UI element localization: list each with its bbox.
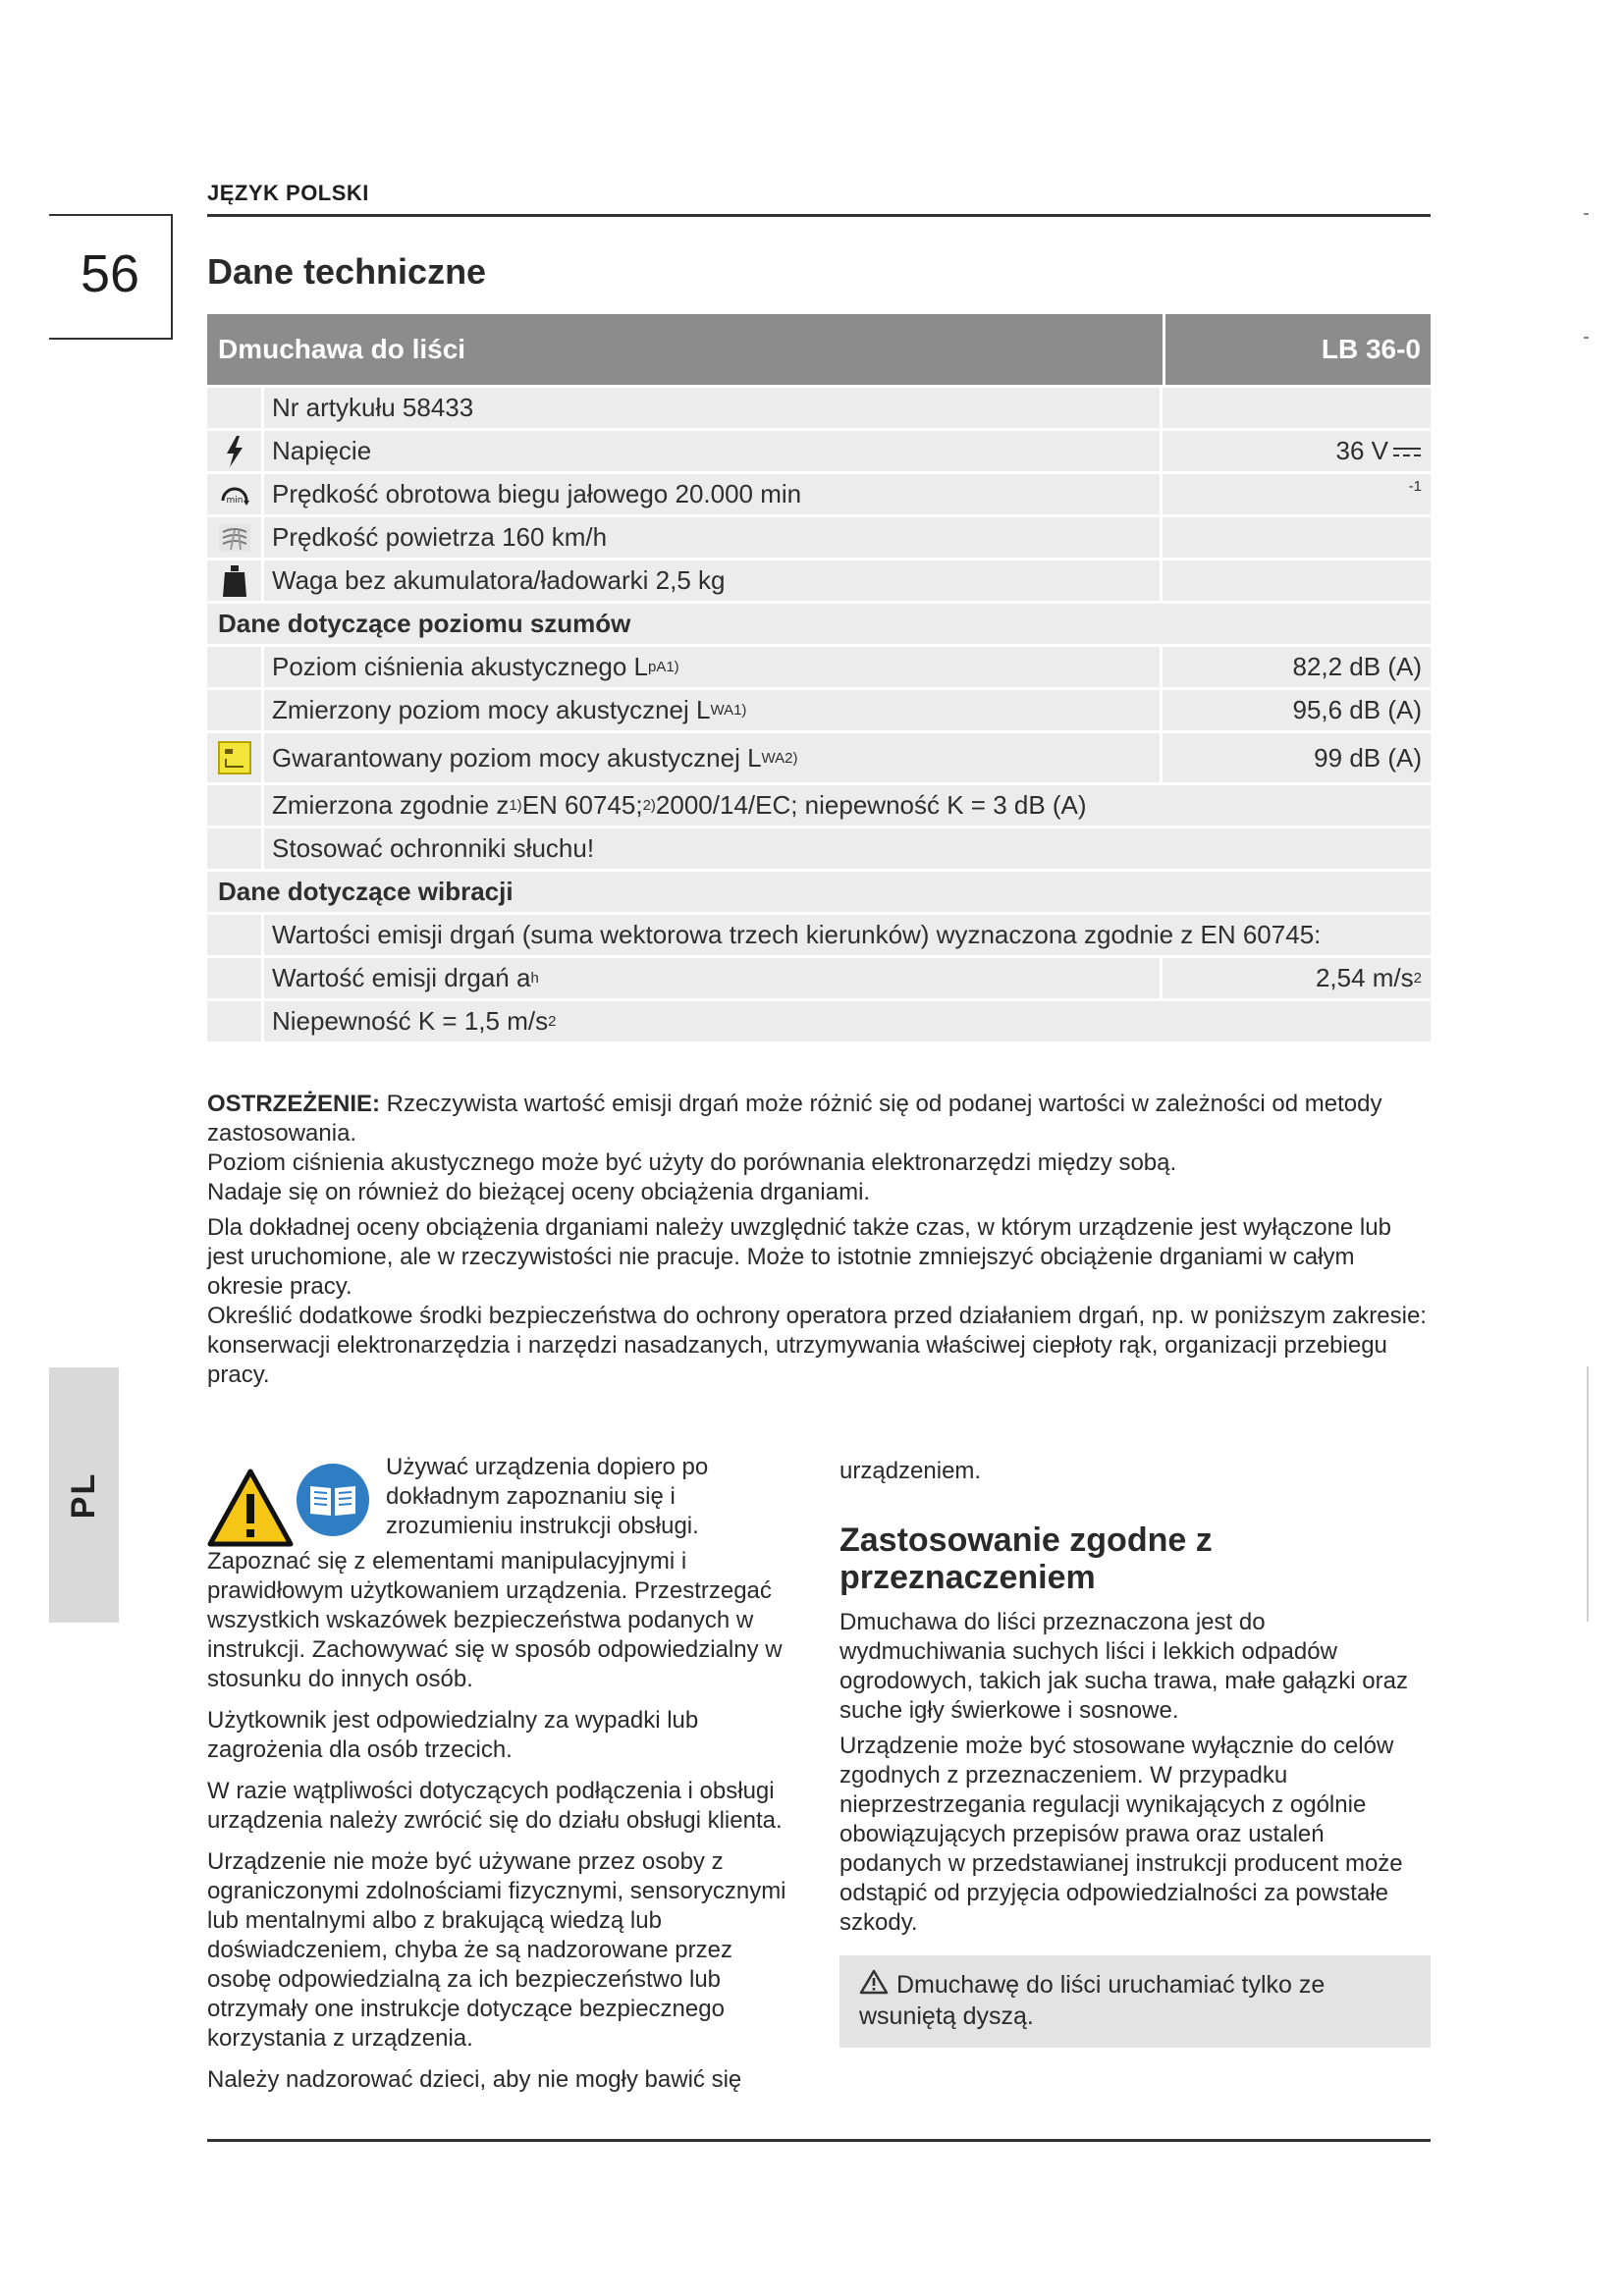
vibration-uncertainty-text: Niepewność K = 1,5 m/s (272, 1006, 549, 1036)
technical-data-table (207, 314, 1431, 1041)
sound-power-sub: WA (710, 702, 734, 719)
intended-use-text-1: Dmuchawa do liści przeznaczona jest do wydmuchiwania suchych liści i lekkich odpadów ogrodowych, takich jak sucha trawa, małe gałązki oraz suche igły świerkowe i sosnowe. (839, 1609, 1408, 1724)
table-header-row (207, 314, 1431, 385)
warning-text-5: Określić dodatkowe środki bezpieczeństwa do ochrony operatora przed działaniem drgań, np. w poniższym zakresie: konserwacji elektronarzędzia i narzędzi nasadzanych, utrzymywania właściwej ciepłoty rąk, organizacji przebiegu pracy. (207, 1303, 1427, 1388)
read-manual-icon (296, 1463, 370, 1537)
vibration-heading: Dane dotyczące wibracji (218, 877, 514, 906)
table-row (207, 782, 1431, 826)
warning-paragraph (207, 1090, 1431, 1148)
measured-footnote-2: 2) (642, 797, 656, 814)
sound-power-value: 95,6 dB (A) (1292, 695, 1422, 724)
lightning-icon (223, 435, 246, 468)
section-title: Dane techniczne (207, 251, 487, 292)
safety-text-5: Należy nadzorować dzieci, aby nie mogły bawić się (207, 2066, 742, 2093)
table-row (207, 998, 1431, 1041)
language-side-tab-label: PL (64, 1471, 102, 1519)
rpm-icon (217, 479, 252, 510)
header-divider (207, 214, 1431, 217)
svg-text:min: min (226, 495, 243, 506)
table-row (207, 730, 1431, 782)
warning-text-2: Poziom ciśnienia akustycznego może być użyty do porównania elektronarzędzi między sobą. (207, 1149, 1177, 1176)
safety-text-4: Urządzenie nie może być używane przez osoby z ograniczonymi zdolnościami fizycznymi, sensorycznymi lub mentalnymi albo z brakującą wiedzą lub doświadczeniem, chyba że są nadzorowane przez osobę odpowiedzialną za ich bezpieczeństwo lub otrzymały one instrukcje dotyczące bezpiecznego korzystania z urządzenia. (207, 1848, 786, 2052)
dc-current-icon (1392, 443, 1422, 460)
table-row (207, 514, 1431, 558)
intended-use-column (839, 1453, 1431, 2048)
guaranteed-sound-power-value: 99 dB (A) (1314, 742, 1422, 773)
vibration-uncertainty-exponent: 2 (548, 1013, 557, 1030)
weight: Waga bez akumulatora/ładowarki 2,5 kg (264, 561, 1163, 601)
language-label: JĘZYK POLSKI (207, 181, 369, 205)
hearing-protection: Stosować ochronniki słuchu! (272, 833, 595, 863)
icon-cell (207, 474, 264, 514)
guaranteed-sound-power-label (264, 733, 1163, 782)
warning-text-1: Rzeczywista wartość emisji drgań może różnić się od podanej wartości w zależności od metody zastosowania. (207, 1091, 1382, 1147)
vibration-emission-description: Wartości emisji drgań (suma wektorowa trzech kierunków) wyznaczona zgodnie z EN 60745: (272, 920, 1322, 949)
icon-cell (207, 828, 264, 869)
table-row (207, 558, 1431, 601)
vibration-ah-value: 2,54 m/s (1315, 963, 1414, 992)
nozzle-note-text: Dmuchawę do liści uruchamiać tylko ze wsuniętą dyszą. (859, 1971, 1326, 2030)
sound-power-footnote: 1) (733, 702, 747, 719)
table-row (207, 471, 1431, 514)
read-manual-intro: Używać urządzenia dopiero po dokładnym zapoznaniu się i zrozumieniu instrukcji obsługi. (386, 1454, 709, 1539)
warning-text-4: Dla dokładnej oceny obciążenia drganiami należy uwzględnić także czas, w którym urządzenie jest wyłączone lub jest uruchomione, ale w rzeczywistości nie pracuje. Może to istotnie zmniejszyć obciążenie drganiami w całym okresie pracy. (207, 1214, 1391, 1300)
vibration-ah-value-cell (1163, 958, 1431, 998)
measured-according-to (264, 785, 1431, 826)
voltage-value: 36 V (1335, 436, 1388, 465)
vibration-uncertainty (264, 1001, 1431, 1041)
warning-lead: OSTRZEŻENIE: (207, 1091, 381, 1117)
rpm-value-cell (1163, 474, 1431, 514)
edge-line (1587, 1366, 1589, 1622)
sound-pressure-sub: pA (647, 659, 667, 675)
sound-pressure-footnote: 1) (666, 659, 679, 675)
sound-pressure-label (264, 647, 1163, 687)
air-speed-icon (217, 522, 252, 554)
vibration-ah-text: Wartość emisji drgań a (272, 963, 531, 992)
value-cell (1163, 388, 1431, 428)
footer-divider (207, 2139, 1431, 2142)
nozzle-note (839, 1955, 1431, 2048)
vibration-ah-label (264, 958, 1163, 998)
icon-cell (207, 690, 264, 730)
safety-icons (207, 1463, 384, 1551)
icon-cell (207, 915, 264, 955)
intended-use-text-2: Urządzenie może być stosowane wyłącznie do celów zgodnych z przeznaczeniem. W przypadku nieprzestrzegania regulacji wynikających z ogólnie obowiązujących przepisów prawa oraz ustaleń podanych w przedstawianej instrukcji producent może odstąpić od przyjęcia odpowiedzialności za powstałe szkody. (839, 1733, 1403, 1936)
measured-footnote-1: 1) (509, 797, 522, 814)
warning-small-icon (859, 1969, 889, 1995)
noise-heading: Dane dotyczące poziomu szumów (218, 609, 631, 638)
icon-cell (207, 958, 264, 998)
voltage-value-cell (1163, 431, 1431, 471)
sound-pressure-value: 82,2 dB (A) (1292, 652, 1422, 681)
table-row (207, 385, 1431, 428)
icon-cell (207, 517, 264, 558)
guaranteed-sound-power-footnote: 2) (785, 749, 798, 767)
rpm-unit-exponent: -1 (1408, 478, 1422, 495)
measured-directive: 2000/14/EC; niepewność K = 3 dB (A) (655, 790, 1087, 820)
guaranteed-sound-power-sub: WA (761, 749, 785, 767)
air-speed: Prędkość powietrza 160 km/h (264, 517, 1163, 558)
value-cell (1163, 561, 1431, 601)
icon-cell (207, 1001, 264, 1041)
icon-cell (207, 647, 264, 687)
vibration-ah-sub: h (530, 970, 539, 987)
page-number: 56 (80, 244, 140, 303)
sound-power-text: Zmierzony poziom mocy akustycznej L (272, 695, 711, 724)
icon-cell (207, 561, 264, 601)
warning-triangle-icon (207, 1468, 294, 1547)
table-row (207, 912, 1431, 955)
table-header-model: LB 36-0 (1321, 334, 1421, 364)
guaranteed-sound-power-text: Gwarantowany poziom mocy akustycznej L (272, 742, 762, 773)
table-row-vibration-heading (207, 869, 1431, 912)
table-row (207, 644, 1431, 687)
safety-text-1: Zapoznać się z elementami manipulacyjnymi i prawidłowym użytkowaniem urządzenia. Przestrzegać wszystkich wskazówek bezpieczeństwa podanych w instrukcji. Zachowywać się w sposób odpowiedzialny w stosunku do innych osób. (207, 1548, 783, 1692)
sound-power-label (264, 690, 1163, 730)
table-row (207, 687, 1431, 730)
edge-mark (1584, 213, 1589, 215)
measured-standard: EN 60745; (521, 790, 643, 820)
noise-label-icon (218, 741, 251, 774)
rpm-label: Prędkość obrotowa biegu jałowego 20.000 min (264, 474, 1163, 514)
vibration-ah-exponent: 2 (1413, 970, 1422, 987)
table-row-noise-heading (207, 601, 1431, 644)
edge-mark (1584, 337, 1589, 339)
icon-cell (207, 431, 264, 471)
icon-cell (207, 388, 264, 428)
warning-text-3: Nadaje się on również do bieżącej oceny obciążenia drganiami. (207, 1179, 871, 1205)
table-row (207, 955, 1431, 998)
table-row (207, 826, 1431, 869)
continuation-text: urządzeniem. (839, 1458, 982, 1484)
table-header-product: Dmuchawa do liści (207, 314, 1165, 385)
value-cell (1163, 517, 1431, 558)
vibration-warning-block (207, 1090, 1431, 1390)
sound-pressure-text: Poziom ciśnienia akustycznego L (272, 652, 648, 681)
safety-text-3: W razie wątpliwości dotyczących podłączenia i obsługi urządzenia należy zwrócić się do działu obsługi klienta. (207, 1778, 783, 1834)
weight-icon (221, 564, 248, 598)
measured-prefix: Zmierzona zgodnie z (272, 790, 510, 820)
voltage-label: Napięcie (264, 431, 1163, 471)
intended-use-heading: Zastosowanie zgodne z przeznaczeniem (839, 1522, 1213, 1596)
safety-column (207, 1453, 796, 2101)
icon-cell (207, 785, 264, 826)
safety-text-2: Użytkownik jest odpowiedzialny za wypadki lub zagrożenia dla osób trzecich. (207, 1707, 699, 1763)
language-side-tab-label-wrap (49, 1367, 119, 1623)
table-row (207, 428, 1431, 471)
icon-cell (207, 733, 264, 782)
article-number: Nr artykułu 58433 (264, 388, 1163, 428)
